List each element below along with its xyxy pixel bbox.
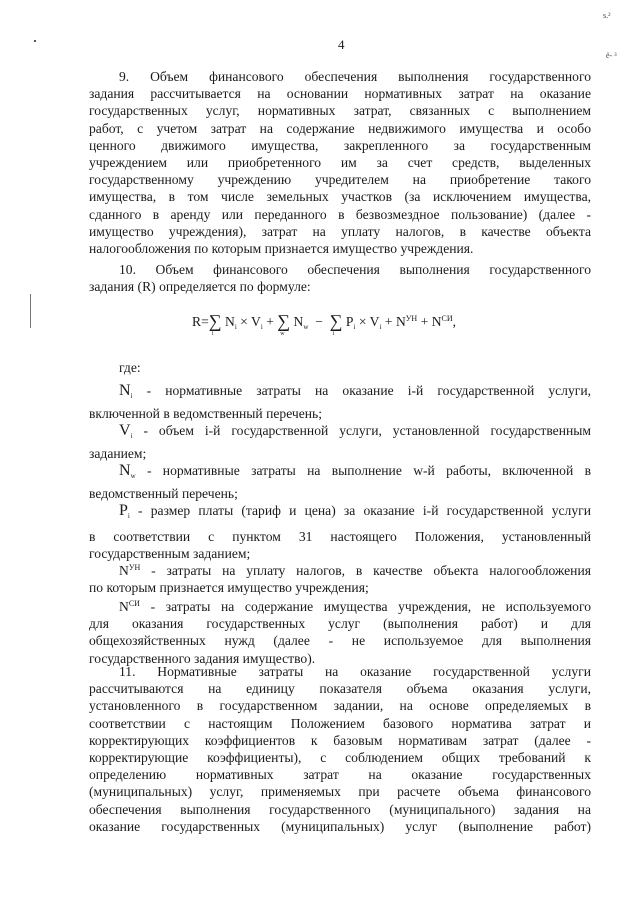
p11-line: обеспечения выполнения государственного (муниципального) задания на [89, 801, 591, 817]
formula-N: N [224, 314, 235, 329]
p9-line: учреждением или приобретенного им за счет средств, выделенных [89, 155, 591, 171]
where-label: где: [119, 360, 141, 375]
p10-line: 10. Объем финансового обеспечения выполнения государственного [119, 262, 591, 277]
p9-line: задания рассчитывается на основании нормативных затрат на оказание [89, 86, 591, 102]
sum-i: ∑ i [208, 311, 222, 337]
p11-line: корректирующих коэффициентов к базовым нормативам затрат (далее - [89, 732, 591, 748]
p11-line: (муниципальных) услуг, применяемых при расчете объема финансового [89, 784, 591, 800]
p9-line: имущества, в том числе земельных участков (за исключением имущества, [89, 189, 591, 205]
formula-P: P [345, 314, 354, 329]
page-number: 4 [338, 37, 345, 52]
margin-mark-second: ё- ³ [606, 51, 617, 60]
paragraph-11 [89, 663, 591, 835]
p11-line: 11. Нормативные затраты на оказание государственной услуги [119, 664, 591, 679]
p9-line: государственному учреждению учредителем на приобретение такого [89, 172, 591, 188]
p9-line: ценного движимого имущества, закрепленного за государственным [89, 137, 591, 153]
def-Ni: $N_i$ - нормативные затраты на оказание i-й государственной услуги, включенной в ведомственный перечень; [89, 382, 591, 422]
p9-line: сданного в аренду или переданного в безвозмездное пользование) (далее - [89, 206, 591, 222]
formula: R=∑ i $N_i \times V_i$ + ∑ w $N_w$ − ∑ i $P_i \times V_i + N^{УН} + N^{СИ}$, [192, 311, 457, 337]
def-Nci: $N^{СИ}$ - затраты на содержание имущества учреждения, не используемого для оказания государственных услуг (выполнения работ) и для общехозяйственных нужд (далее - не используемое для выполнения государственного задания имущество). [89, 599, 591, 666]
formula-V: V [251, 314, 261, 329]
p9-line: налогообложения по которым признается имущество учреждения. [89, 241, 474, 257]
scan-margin-line [30, 294, 31, 328]
p11-line: установленного в государственном задании, на основе определяемых в [89, 698, 591, 714]
def-Pi: $P_i$ - размер платы (тариф и цена) за оказание i-й государственной услуги в соответствии с пунктом 31 настоящего Положения, установленный государственным заданием; [89, 502, 591, 562]
paragraph-9 [89, 68, 591, 257]
formula-Nun: N [395, 314, 406, 329]
p11-line: рассчитываются на единицу показателя объема оказания услуги, [89, 681, 591, 697]
p11-line: корректирующие коэффициенты), с соблюдением общих требований к [89, 750, 591, 766]
p9-line: 9. Объем финансового обеспечения выполнения государственного [119, 69, 591, 84]
def-Nw: $N_w$ - нормативные затраты на выполнение w-й работы, включенной в ведомственный перечень; [89, 462, 591, 502]
p9-line: работ, с учетом затрат на содержание недвижимого имущества и особо [89, 120, 591, 136]
def-Nun: $N^{УН}$ - затраты на уплату налогов, в качестве объекта налогообложения по которым признается имущество учреждения; [89, 563, 591, 596]
paragraph-10 [89, 261, 591, 295]
p11-line: соответствии с настоящим Положением базового норматива затрат и [89, 715, 591, 731]
scan-speck [34, 40, 36, 42]
def-Vi: $V_i$ - объем i-й государственной услуги, установленной государственным заданием; [89, 422, 591, 462]
p11-line: определению нормативных затрат на оказание государственных [89, 767, 591, 783]
sum-w: ∑ w [277, 311, 291, 337]
p9-line: государственных услуг, нормативных затрат, связанных с выполнением [89, 103, 591, 119]
p9-line: имущество учреждения), затрат на уплату налогов, в качестве объекта [89, 223, 591, 239]
formula-Nw: N [293, 314, 304, 329]
margin-mark-top: s.² [603, 11, 611, 20]
formula-lhs: R= [192, 314, 209, 329]
formula-Nci: N [431, 314, 442, 329]
sum-i-2: ∑ i [329, 311, 343, 337]
p10-line: задания (R) определяется по формуле: [89, 279, 311, 295]
p11-line: оказание государственных (муниципальных) услуг (выполнение работ) [89, 818, 591, 834]
